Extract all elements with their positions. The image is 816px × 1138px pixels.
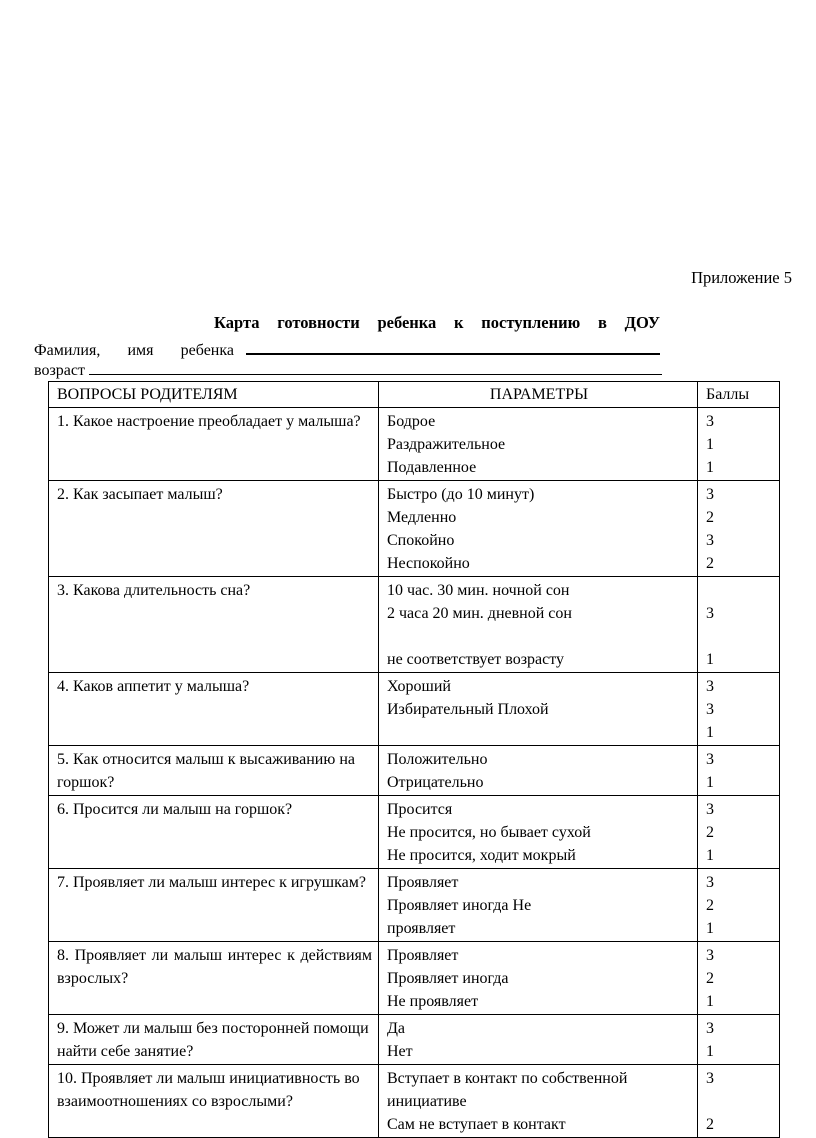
question-cell: 7. Проявляет ли малыш интерес к игрушкам? [49,869,379,942]
scores-cell [698,942,780,1015]
header-parameters: ПАРАМЕТРЫ [379,382,698,408]
score-value: 2 [706,509,714,526]
appendix-label: Приложение 5 [691,268,792,287]
header-questions: ВОПРОСЫ РОДИТЕЛЯМ [49,382,379,408]
age-label: возраст [34,362,85,379]
parameter-option: Спокойно [387,532,455,549]
child-name-label: Фамилия, имя ребенка [34,342,234,359]
parameters-cell [379,481,698,577]
parameters-cell [379,408,698,481]
parameters-cell [379,577,698,673]
score-value: 2 [706,1116,714,1133]
table-row [49,942,780,1015]
parameter-option: Бодрое [387,413,436,430]
score-value: 2 [706,555,714,572]
parameters-cell [379,746,698,796]
score-value: 2 [706,824,714,841]
parameter-option: Быстро (до 10 минут) [387,486,535,503]
parameter-option: Проявляет [387,947,459,964]
score-value: 1 [706,847,714,864]
score-value: 1 [706,1043,714,1060]
score-value: 3 [706,874,714,891]
parameter-option: Раздражительное [387,436,506,453]
score-value: 3 [706,532,714,549]
parameter-option: Медленно [387,509,457,526]
scores-cell [698,673,780,746]
score-value: 1 [706,436,714,453]
parameter-option: Нет [387,1043,413,1060]
score-value: 3 [706,801,714,818]
score-value [706,579,773,602]
question-cell: 10. Проявляет ли малыш инициативность во взаимоотношениях со взрослыми? [49,1065,379,1138]
parameter-option: проявляет [387,920,456,937]
question-cell: 1. Какое настроение преобладает у малыша? [49,408,379,481]
parameter-option: Отрицательно [387,774,484,791]
age-row [34,360,662,380]
question-cell: 2. Как засыпает малыш? [49,481,379,577]
score-value: 3 [706,701,714,718]
scores-cell [698,408,780,481]
score-value: 1 [706,459,714,476]
header-scores: Баллы [698,382,780,408]
child-name-row [34,337,660,360]
table-row [49,796,780,869]
score-value: 3 [706,413,714,430]
parameter-option: Просится [387,801,453,818]
parameter-option: Проявляет иногда [387,970,509,987]
parameter-option: Хороший [387,678,451,695]
question-cell: 3. Какова длительность сна? [49,577,379,673]
scores-cell [698,577,780,673]
scores-cell [698,481,780,577]
parameters-cell [379,673,698,746]
parameter-option: Не проявляет [387,993,479,1010]
question-cell: 4. Каков аппетит у малыша? [49,673,379,746]
parameter-option: 2 часа 20 мин. дневной сон [387,605,572,622]
table-row [49,481,780,577]
question-cell: 9. Может ли малыш без посторонней помощи найти себе занятие? [49,1015,379,1065]
parameter-option: Сам не вступает в контакт [387,1116,566,1133]
parameter-option: Не просится, но бывает сухой [387,824,591,841]
score-value [706,625,773,648]
parameter-option [387,625,691,648]
score-value: 1 [706,651,714,668]
parameters-cell [379,869,698,942]
readiness-table [48,381,780,1138]
table-row [49,408,780,481]
parameter-option: Подавленное [387,459,477,476]
table-row [49,746,780,796]
parameter-option: не соответствует возрасту [387,651,565,668]
score-value: 1 [706,993,714,1010]
parameters-cell [379,796,698,869]
parameter-option: Проявляет иногда Не [387,897,532,914]
child-name-blank-line [246,337,660,355]
score-value: 3 [706,947,714,964]
parameter-option: Да [387,1020,406,1037]
scores-cell [698,796,780,869]
table-row [49,673,780,746]
table-row [49,1015,780,1065]
table-row [49,869,780,942]
score-value: 3 [706,678,714,695]
score-value: 2 [706,897,714,914]
parameter-option: инициативе [387,1093,467,1110]
score-value [706,1090,773,1113]
score-value: 1 [706,920,714,937]
parameter-option: Избирательный Плохой [387,701,549,718]
score-value: 1 [706,774,714,791]
score-value: 3 [706,1020,714,1037]
parameter-option: Не просится, ходит мокрый [387,847,576,864]
score-value: 3 [706,1070,714,1087]
score-value: 3 [706,605,714,622]
parameter-option: Неспокойно [387,555,470,572]
score-value: 2 [706,970,714,987]
scores-cell [698,869,780,942]
parameters-cell [379,942,698,1015]
question-cell: 8. Проявляет ли малыш интерес к действиям взрослых? [49,942,379,1015]
parameter-option: Вступает в контакт по собственной [387,1070,628,1087]
score-value: 1 [706,724,714,741]
parameter-option: Положительно [387,751,488,768]
document-title: Карта готовности ребенка к поступлению в ДОУ [214,313,660,332]
question-cell: 5. Как относится малыш к высаживанию на горшок? [49,746,379,796]
score-value: 3 [706,486,714,503]
question-cell: 6. Просится ли малыш на горшок? [49,796,379,869]
scores-cell [698,1015,780,1065]
table-header-row [49,382,780,408]
age-blank-line [89,360,662,375]
parameter-option: 10 час. 30 мин. ночной сон [387,582,570,599]
table-row [49,577,780,673]
score-value: 3 [706,751,714,768]
parameter-option: Проявляет [387,874,459,891]
parameters-cell [379,1015,698,1065]
scores-cell [698,746,780,796]
